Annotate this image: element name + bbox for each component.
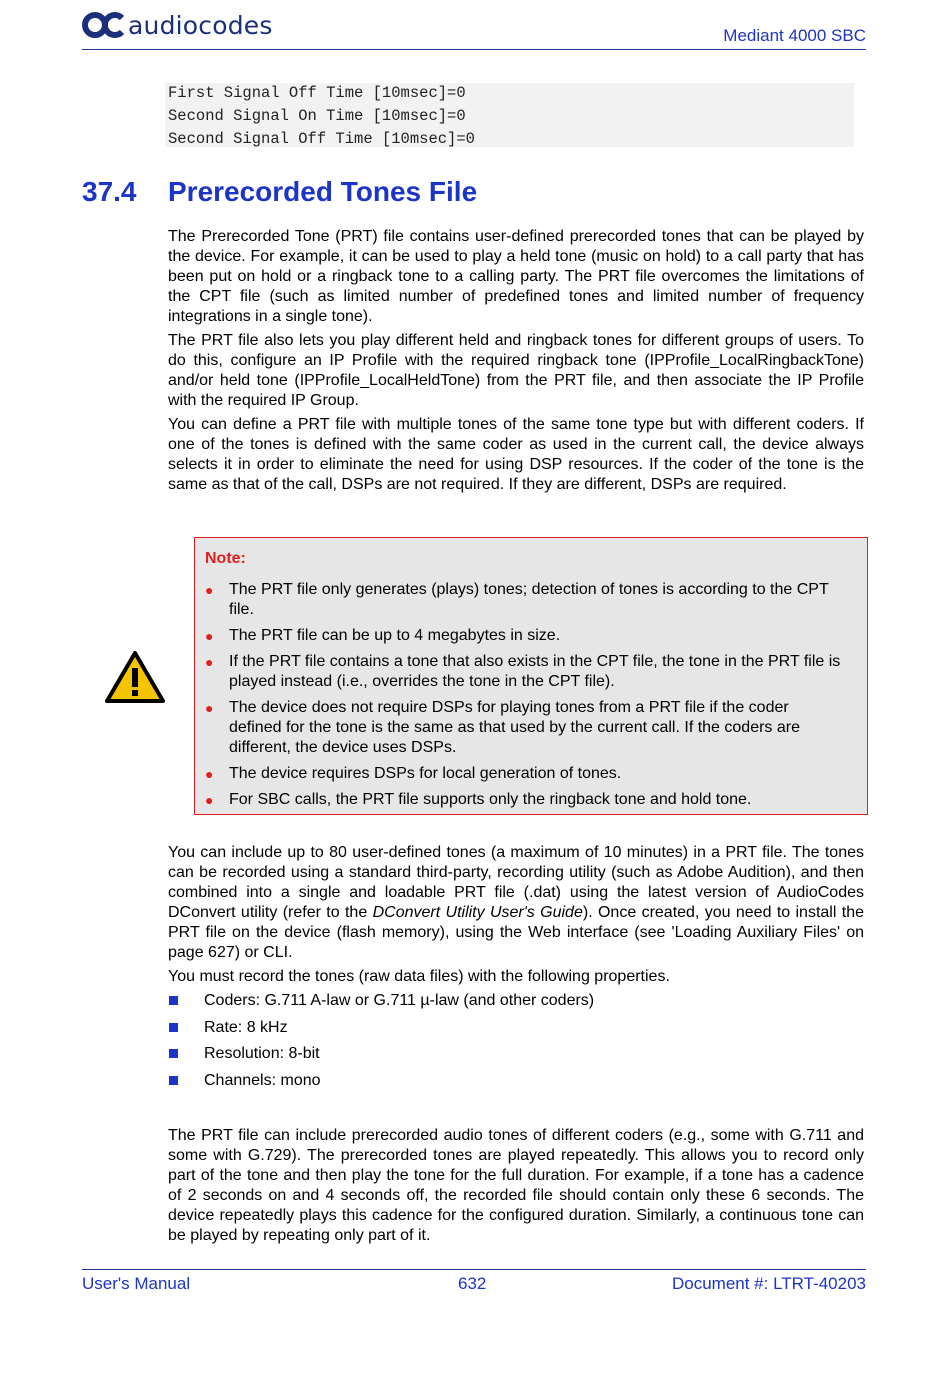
code-line: Second Signal On Time [10msec]=0 xyxy=(168,107,466,125)
note-item xyxy=(205,790,845,810)
square-bullet-icon xyxy=(169,1023,178,1032)
square-bullet-icon xyxy=(169,1049,178,1058)
warning-icon xyxy=(104,650,166,704)
note-item-text: If the PRT file contains a tone that also exists in the CPT file, the tone in the PRT file is played instead (i.e., overrides the tone in the CPT file). xyxy=(229,653,841,690)
note-item xyxy=(205,652,845,692)
page-number: 632 xyxy=(458,1274,487,1293)
list-item-text: Channels: mono xyxy=(204,1071,321,1089)
paragraph-text: You can include up to 80 user-defined tones (a maximum of 10 minutes) in a PRT file. The tones can be recorded using a standard third-party, recording utility (such as Adobe Audition), and then combined into a single and loadable PRT file (.dat) using the latest version of AudioCodes DConvert utility (refer to the xyxy=(168,844,864,921)
paragraph-groups: The PRT file also lets you play different held and ringback tones for different groups of users. To do this, configure an IP Profile with the required ringback tone (IPProfile_LocalRingbackTone) and/or held tone (IPProfile_LocalHeldTone) from the PRT file, and then associate the IP Profile with the required IP Group. xyxy=(168,332,864,409)
bullet-icon: ● xyxy=(205,792,214,808)
note-item xyxy=(205,580,845,620)
section-title: Prerecorded Tones File xyxy=(168,176,478,207)
document-number: Document #: LTRT-40203 xyxy=(671,1274,866,1293)
paragraph-playback: The PRT file can include prerecorded audio tones of different coders (e.g., some with G.711 and some with G.729). The prerecorded tones are played repeatedly. This allows you to record only part of the tone and then play the tone for the full duration. For example, if a tone has a cadence of 2 seconds on and 4 seconds off, the recorded file should contain only these 6 seconds. The device repeatedly plays this cadence for the configured duration. Similarly, a continuous tone can be played by repeating only part of it. xyxy=(168,1127,864,1244)
paragraph-record-properties: You must record the tones (raw data files) with the following properties. xyxy=(168,968,670,985)
properties-list xyxy=(168,991,768,1097)
bullet-icon: ● xyxy=(205,766,214,782)
paragraph-text: ). Once created, you need to install the PRT file on the device (flash memory), using the Web interface (see 'Loading Auxiliary Files' on page 627) or CLI. xyxy=(168,904,865,961)
square-bullet-icon xyxy=(169,1076,178,1085)
code-block xyxy=(165,83,854,147)
paragraph-intro: The Prerecorded Tone (PRT) file contains user-defined prerecorded tones that can be played by the device. For example, it can be used to play a held tone (music on hold) to a call party that has been put on hold or a ringback tone to a calling party. The PRT file overcomes the limitations of the CPT file (such as limited number of predefined tones and limited number of frequency integrations in a single tone). xyxy=(168,228,864,325)
code-line: Second Signal Off Time [10msec]=0 xyxy=(168,130,475,148)
section-heading xyxy=(82,176,477,208)
section-number: 37.4 xyxy=(82,176,137,207)
footer-manual-label: User's Manual xyxy=(82,1274,191,1293)
list-item xyxy=(168,1044,768,1071)
note-item-text: The PRT file only generates (plays) tones; detection of tones is according to the CPT file. xyxy=(229,581,829,618)
note-title: Note: xyxy=(205,550,246,567)
paragraph-tones-limit xyxy=(168,843,864,963)
bullet-icon: ● xyxy=(205,654,214,670)
note-item xyxy=(205,764,845,784)
note-item-text: The device requires DSPs for local generation of tones. xyxy=(229,765,622,782)
bullet-icon: ● xyxy=(205,628,214,644)
logo-text: audiocodes xyxy=(128,10,273,40)
product-name: Mediant 4000 SBC xyxy=(723,26,866,45)
note-item-text: The PRT file can be up to 4 megabytes in size. xyxy=(229,627,561,644)
page-footer xyxy=(82,1269,866,1293)
note-item xyxy=(205,626,845,646)
audiocodes-logo xyxy=(82,10,273,40)
list-item xyxy=(168,991,768,1018)
list-item-text: Resolution: 8-bit xyxy=(204,1045,320,1062)
guide-title: DConvert Utility User's Guide xyxy=(372,904,583,921)
note-box xyxy=(194,537,868,815)
bullet-icon: ● xyxy=(205,700,214,716)
note-item-text: The device does not require DSPs for playing tones from a PRT file if the coder defined for the tone is the same as that used by the current call. If the coders are different, the device uses DSPs. xyxy=(229,699,800,756)
bullet-icon: ● xyxy=(205,582,214,598)
paragraph-coders: You can define a PRT file with multiple tones of the same tone type but with different coders. If one of the tones is defined with the same coder as used in the current call, the device always selects it in order to eliminate the need for using DSP resources. If the coder of the tone is the same as that of the call, DSPs are not required. If they are different, DSPs are required. xyxy=(168,416,864,493)
audiocodes-logo-mark-icon xyxy=(82,10,126,40)
code-line: First Signal Off Time [10msec]=0 xyxy=(168,84,466,102)
note-list xyxy=(205,580,845,816)
list-item-text: Coders: G.711 A-law or G.711 µ-law (and other coders) xyxy=(204,992,595,1009)
list-item xyxy=(168,1018,768,1045)
page-header xyxy=(82,8,866,50)
list-item-text: Rate: 8 kHz xyxy=(204,1018,288,1036)
note-item xyxy=(205,698,845,758)
square-bullet-icon xyxy=(169,996,178,1005)
list-item xyxy=(168,1071,768,1098)
note-item-text: For SBC calls, the PRT file supports only the ringback tone and hold tone. xyxy=(229,791,752,808)
